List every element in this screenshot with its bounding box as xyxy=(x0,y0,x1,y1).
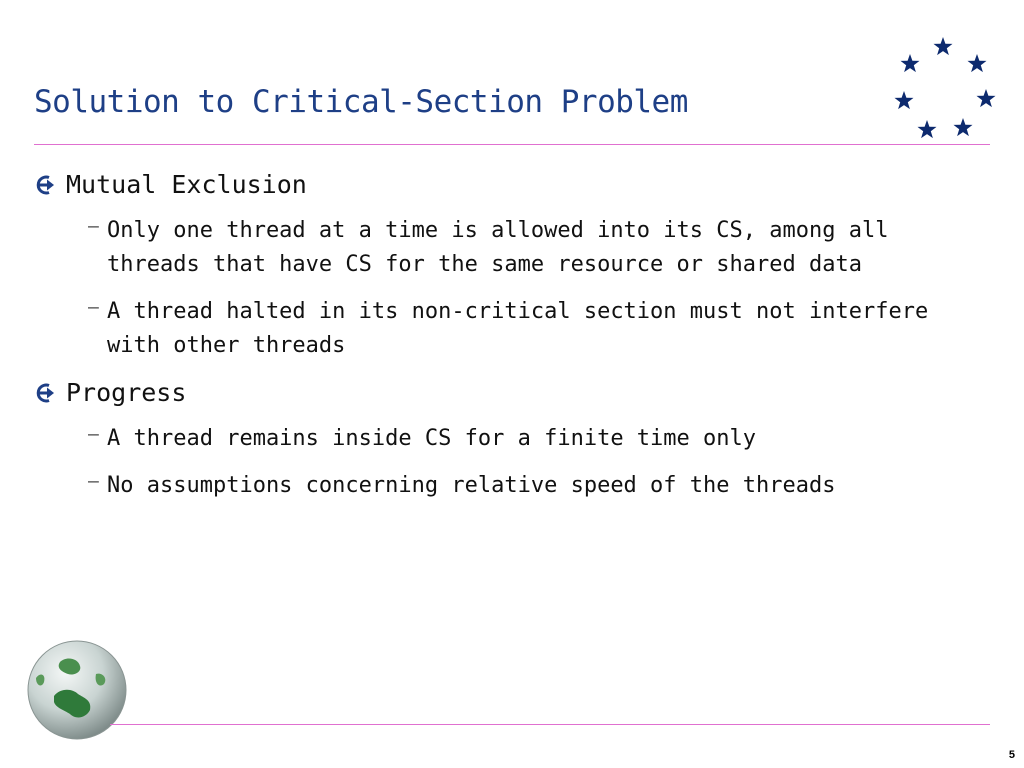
dash-icon: – xyxy=(88,297,99,318)
star-icon xyxy=(968,54,987,72)
arrow-circle-icon xyxy=(34,171,56,199)
star-icon xyxy=(901,54,920,72)
arrow-circle-icon xyxy=(34,379,56,407)
dash-icon: – xyxy=(88,216,99,237)
star-icon xyxy=(895,91,914,109)
bullet-item xyxy=(34,168,994,202)
bullet-list xyxy=(34,168,994,516)
globe-icon xyxy=(26,638,128,742)
sub-bullet-text: No assumptions concerning relative speed of the threads xyxy=(107,473,836,498)
dash-icon: – xyxy=(88,471,99,492)
slide-title: Solution to Critical-Section Problem xyxy=(34,84,688,120)
star-icon xyxy=(977,89,996,107)
dash-icon: – xyxy=(88,424,99,445)
bullet-text: Mutual Exclusion xyxy=(66,170,307,199)
bullet-text: Progress xyxy=(66,378,187,407)
footer-divider xyxy=(110,724,990,725)
sub-bullet-text: A thread halted in its non-critical section must not interfere with other threads xyxy=(107,299,929,358)
star-icon xyxy=(954,118,973,136)
star-icon xyxy=(918,120,937,138)
title-divider xyxy=(34,144,990,145)
sub-bullet-item xyxy=(88,469,994,503)
sub-bullet-item xyxy=(88,214,994,282)
star-ring-icon xyxy=(890,34,1002,144)
sub-bullet-item xyxy=(88,422,994,456)
page-number: 5 xyxy=(1008,749,1015,761)
star-icon xyxy=(934,37,953,55)
sub-bullet-text: A thread remains inside CS for a finite time only xyxy=(107,426,757,451)
bullet-item xyxy=(34,376,994,410)
sub-bullet-text: Only one thread at a time is allowed into its CS, among all threads that have CS for the same resource or shared data xyxy=(107,218,889,277)
sub-bullet-item xyxy=(88,295,994,363)
